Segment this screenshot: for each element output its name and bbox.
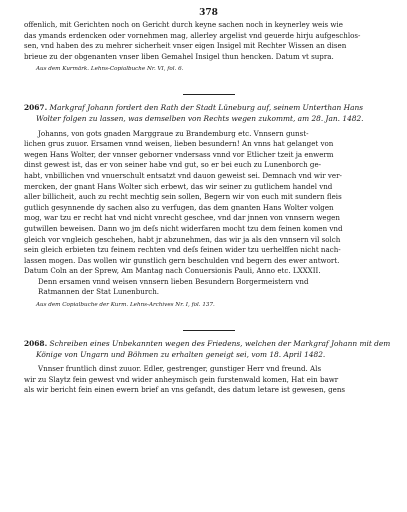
heading-text: Markgraf Johann fordert den Rath der Stadt Lüneburg auf, seinem Unterthan Hans [49, 103, 364, 113]
source-citation: Aus dem Kurmärk. Lehns-Copialbuche Nr. VI, fol. 6. [36, 66, 184, 73]
text-line: mercken, der gnant Hans Wolter sich erbewt, das wir seiner zu gutlichem handel vnd [24, 181, 333, 191]
text-line: mog, war tzu er recht hat vnd nicht vnrecht geschee, vnd dar jnnen von vnnsern wegen [24, 213, 340, 223]
text-line: Denn ersamen vnnd weisen vnnsern lieben Besundern Borgermeistern vnd [38, 276, 309, 286]
text-line: als wir bericht fein einen ewern brief an vns gefandt, des datum letare ist gewesen, gens [24, 385, 346, 395]
page-number: 378 [199, 8, 218, 18]
text-line: habt, vnbillichen vnd vnuerschult entsatzt vnd dauon geweist sei. Demnach vnd wir ver- [24, 170, 342, 180]
document-body-2068 [24, 364, 393, 396]
text-line: dinst gewest ist, das er von seiner habe vnd gut, so er bei euch zu Lunenborch ge- [24, 160, 322, 170]
document-number: 2067. [24, 103, 48, 113]
text-line: gutlich gesynnende dy sachen also zu verfugen, das dem gnanten Hans Wolter volgen [24, 202, 334, 212]
document-heading-2068 [24, 339, 393, 360]
text-line: lassen mogen. Das wollen wir gunstlich gern beschulden vnd begern des ewer antwort. [24, 255, 340, 265]
text-line: Johanns, von gots gnaden Marggraue zu Brandemburg etc. Vnnsern gunst- [38, 128, 309, 138]
document-heading-2067 [24, 103, 393, 124]
text-line: gleich vor vngleich geschehen, habt jr abzunehmen, das wir ja als den vnnsern vil solch [24, 234, 341, 244]
document-number: 2068. [24, 339, 48, 349]
text-line: Ratmannen der Stat Lunenburch. [38, 287, 160, 297]
intro-text [24, 20, 393, 62]
heading-line [24, 103, 393, 114]
text-line: Datum Coln an der Sprew, Am Mantag nach Conuersionis Pauli, Anno etc. LXXXII. [24, 266, 321, 276]
text-line: wir zu Slaytz fein gewest vnd wider anheymisch gein furstenwald komen, Hat ein bawr [24, 374, 339, 384]
document-body-2067 [24, 129, 393, 299]
text-line: aller billicheit, auch zu recht mechtig sein sollen, Begern wir von euch mit sundern fleis [24, 192, 342, 202]
text-line: sen, vnd haben des zu mehrer sicherheit vnser eigen Insigel mit Rechter Wissen an disen [24, 41, 347, 51]
heading-line: Wolter folgen zu lassen, was demselben von Rechts wegen zukommt, am 28. Jan. 1482. [36, 113, 364, 123]
text-line: gutwillen beweisen. Dann wo jm deſs nicht widerfaren mocht tzu dem feinen komen vnd [24, 223, 343, 233]
heading-line: Könige von Ungarn und Böhmen zu erhalten geneigt sei, vom 18. April 1482. [36, 349, 326, 359]
heading-line [24, 339, 393, 350]
section-divider [183, 330, 235, 331]
text-line: brieue zu der obgenanten vnser liben Gemahel Insigel thun hencken. Datum vt supra. [24, 51, 334, 61]
text-line: sein gleich erbieten tzu feinem rechten vnd deſs feinen wider tzu uerhelffen nicht nach- [24, 245, 341, 255]
text-line: das ymands erdencken oder vornehmen mag, allerley argelist vnd geuerde hirju aufgeschlos- [24, 30, 361, 40]
text-line: Vnnser fruntlich dinst zuuor. Edler, gestrenger, gunstiger Herr vnd freund. Als [38, 364, 322, 374]
section-divider [183, 94, 235, 95]
text-line: lichen grus zuuor. Ersamen vnnd weisen, lieben besundern! An vnns hat gelanget von [24, 139, 334, 149]
heading-text: Schreiben eines Unbekannten wegen des Friedens, welchen der Markgraf Johann mit dem [49, 339, 391, 349]
text-line: offenlich, mit Gerichten noch on Gericht durch keyne sachen noch in keynerley weis wie [24, 20, 343, 29]
text-line: wegen Hans Wolter, der vnnser geborner vndersass vnnd vor Etlicher tzeit ja enwerm [24, 149, 334, 159]
source-citation: Aus dem Copialbuche der Kurm. Lehns-Archives Nr. I, fol. 137. [36, 302, 215, 309]
